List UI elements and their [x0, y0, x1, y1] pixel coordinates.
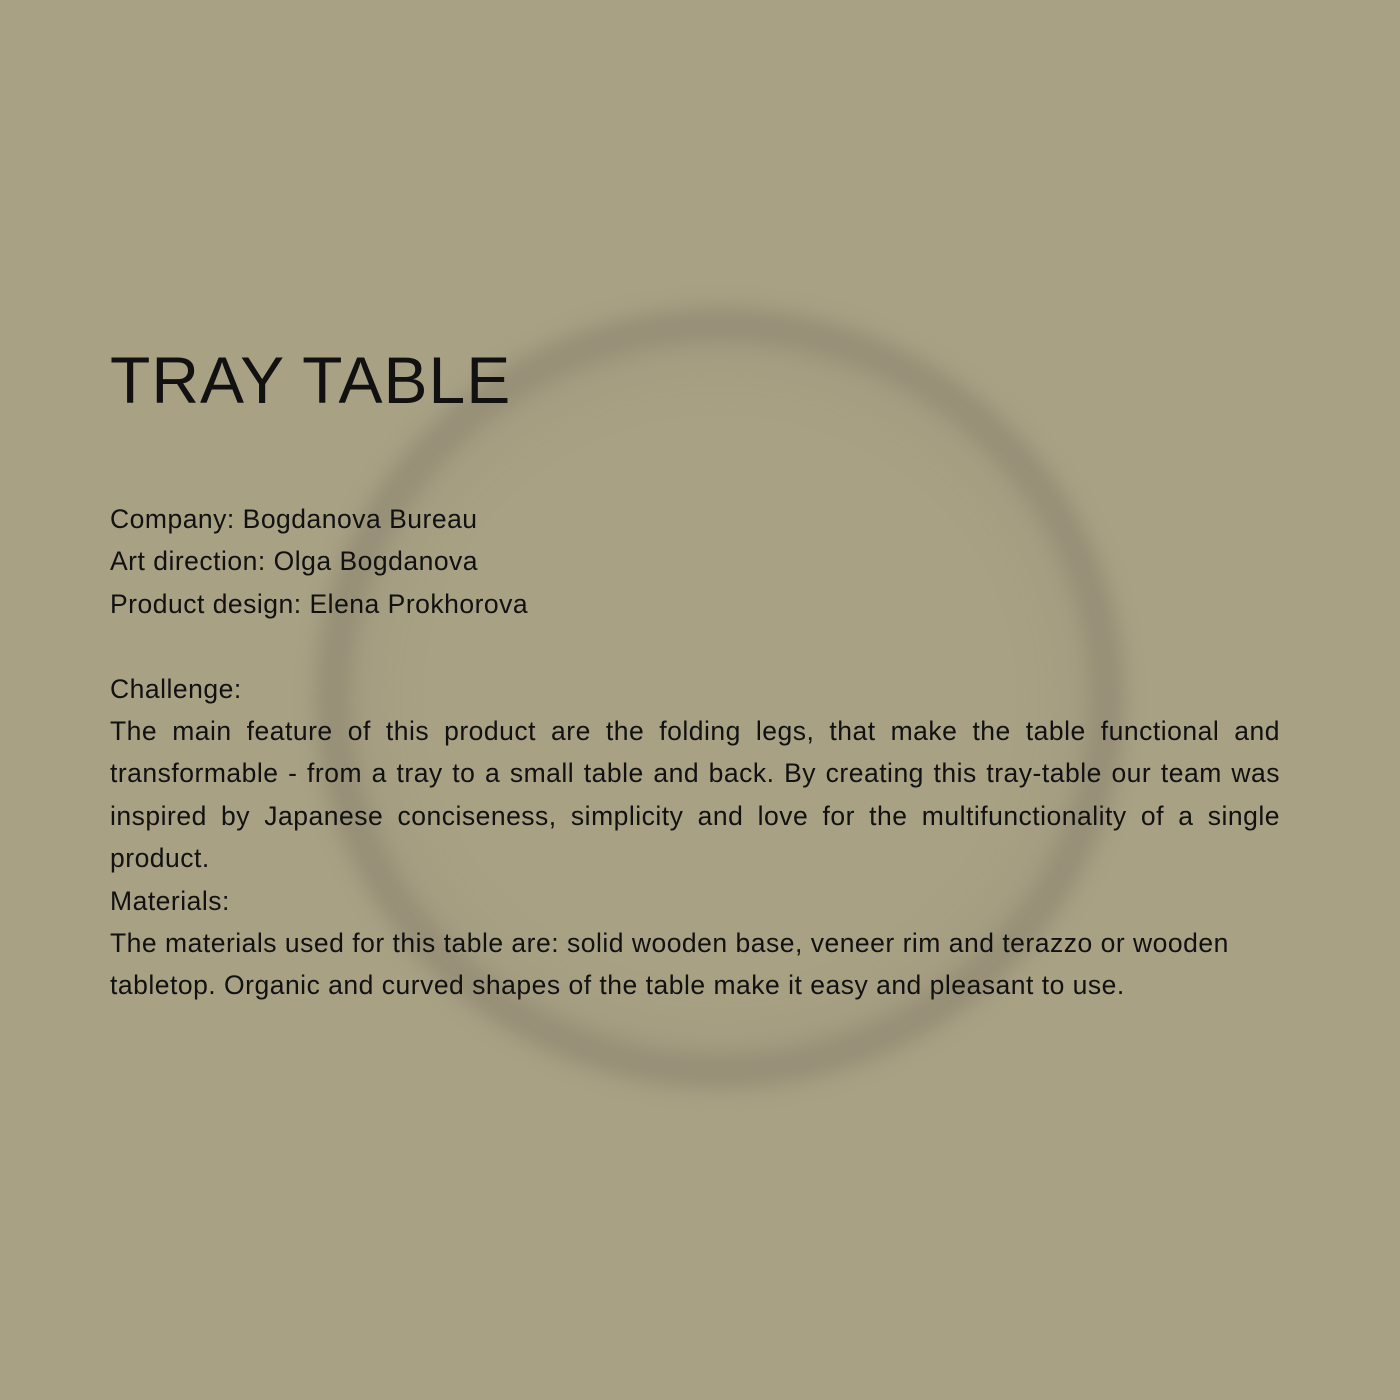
- challenge-text: The main feature of this product are the folding legs, that make the table functional and transformable - from a tray to a small table and back. By creating this tray-table our team was inspired by Japanese conciseness, simplicity and love for the multifunctionality of a single product.: [110, 716, 1280, 874]
- materials-heading: Materials:: [110, 885, 230, 916]
- credit-product-design: Product design: Elena Prokhorova: [110, 588, 529, 619]
- challenge-heading: Challenge:: [110, 673, 242, 704]
- page-title: TRAY TABLE: [110, 343, 512, 417]
- credit-art-direction: Art direction: Olga Bogdanova: [110, 546, 479, 577]
- spacer: [110, 625, 1280, 667]
- credit-company: Company: Bogdanova Bureau: [110, 504, 478, 534]
- materials-text: The materials used for this table are: solid wooden base, veneer rim and terazzo or wooden tabletop. Organic and curved shapes of the table make it easy and pleasant to use.: [110, 928, 1229, 1001]
- info-block: [110, 498, 1280, 1007]
